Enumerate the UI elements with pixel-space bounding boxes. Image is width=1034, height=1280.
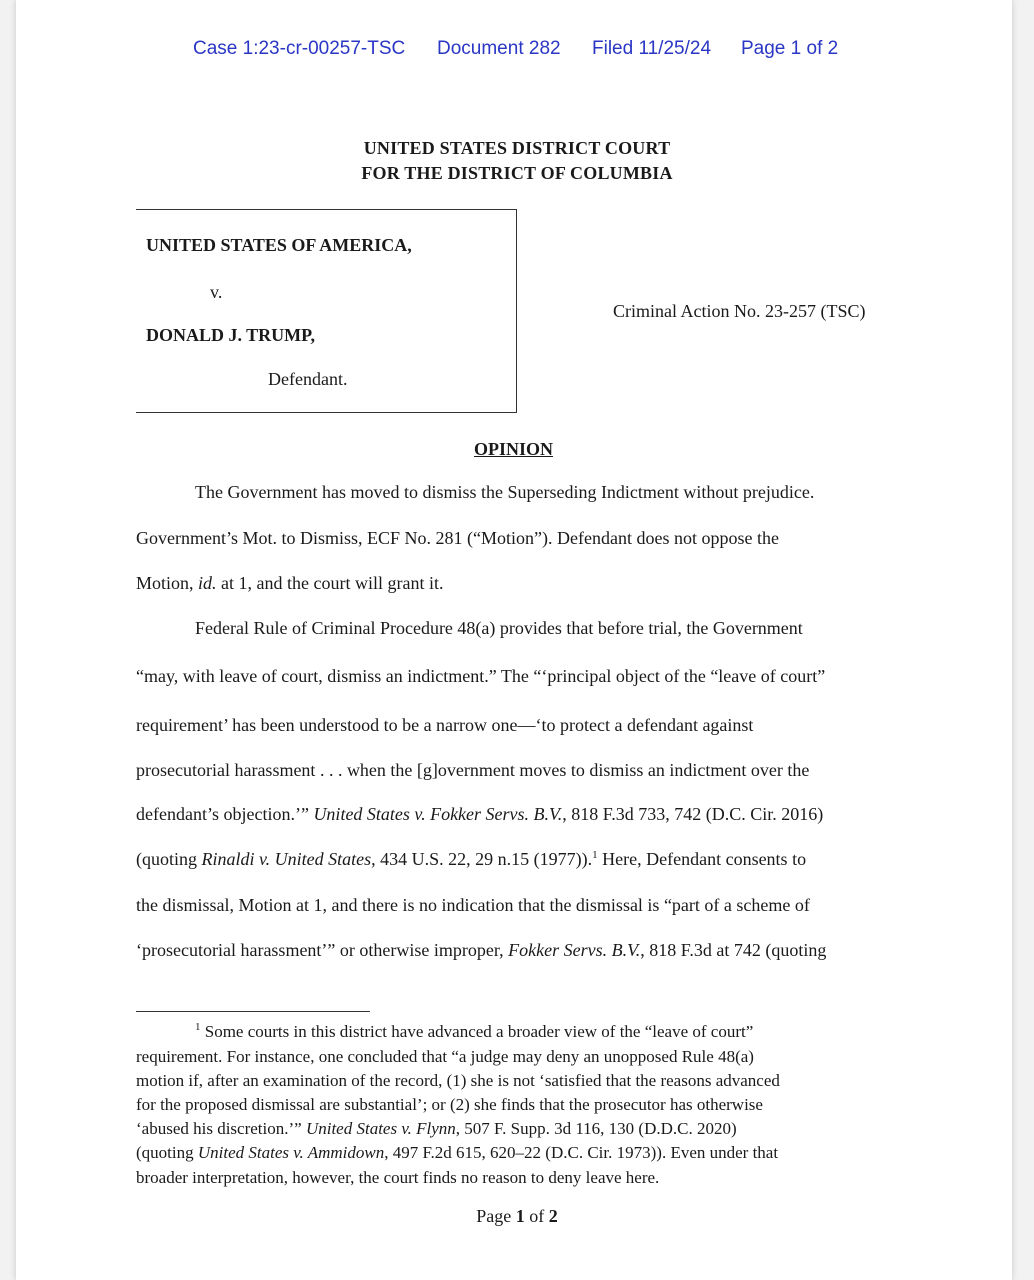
footnote-line [136, 1119, 737, 1139]
body-line [136, 940, 826, 961]
case-citation: United States v. Ammidown [197, 1143, 385, 1162]
footer-page-number: 1 [515, 1206, 525, 1226]
body-text-run: , 818 F.3d at 742 (quoting [640, 940, 827, 960]
body-text-run: Here, Defendant consents to [597, 849, 807, 869]
caption-plaintiff: UNITED STATES OF AMERICA, [146, 235, 412, 255]
caption-defendant: DONALD J. TRUMP, [146, 325, 316, 345]
footnote-line: motion if, after an examination of the record, (1) she is not ‘satisfied that the reasons advanced [136, 1071, 780, 1090]
footnote-line: for the proposed dismissal are substantial’; or (2) she finds that the prosecutor has otherwise [136, 1095, 763, 1114]
footnote-line: broader interpretation, however, the court finds no reason to deny leave here. [136, 1168, 660, 1187]
footnote-reference[interactable]: 1 [592, 849, 598, 861]
body-text-run: , 434 U.S. 22, 29 n.15 (1977)). [371, 849, 593, 869]
footnote-text-run: ‘abused his discretion.’” [136, 1119, 306, 1138]
case-citation: Fokker Servs. B.V. [508, 940, 641, 960]
header-document-number: Document 282 [437, 38, 561, 59]
case-citation: Rinaldi v. United States [201, 849, 372, 869]
body-line [136, 804, 823, 825]
opinion-title: OPINION [474, 439, 554, 459]
court-name-line1: UNITED STATES DISTRICT COURT [363, 138, 671, 158]
footnote-line: requirement. For instance, one concluded that “a judge may deny an unopposed Rule 48(a) [136, 1047, 754, 1066]
body-line: The Government has moved to dismiss the Superseding Indictment without prejudice. [195, 482, 815, 502]
body-text-run: defendant’s objection.’” [136, 804, 314, 824]
body-line: requirement’ has been understood to be a narrow one—‘to protect a defendant against [136, 715, 754, 735]
footnote-line [195, 1022, 753, 1042]
caption-defendant-role: Defendant. [268, 369, 348, 389]
body-line: prosecutorial harassment . . . when the [g]overnment moves to dismiss an indictment over the [136, 760, 810, 780]
body-line: the dismissal, Motion at 1, and there is no indication that the dismissal is “part of a scheme of [136, 895, 810, 915]
footnote-divider [136, 1011, 370, 1012]
footnote-marker: 1 [195, 1021, 201, 1033]
case-citation: United States v. Flynn [305, 1119, 456, 1138]
footer-of-word: of [524, 1206, 549, 1226]
court-name-line2: FOR THE DISTRICT OF COLUMBIA [361, 163, 673, 183]
footer-page-total: 2 [548, 1206, 558, 1226]
body-line: “may, with leave of court, dismiss an indictment.” The “‘principal object of the “leave of court” [136, 666, 826, 686]
header-case-number: Case 1:23-cr-00257-TSC [193, 38, 406, 59]
footnote-line [136, 1143, 778, 1163]
header-filed-date: Filed 11/25/24 [592, 38, 712, 59]
case-citation: United States v. Fokker Servs. B.V. [313, 804, 563, 824]
body-text-run: (quoting [136, 849, 202, 869]
footnote-text-run: , 507 F. Supp. 3d 116, 130 (D.D.C. 2020) [455, 1119, 737, 1138]
body-text-run: ‘prosecutorial harassment’” or otherwise improper, [136, 940, 509, 960]
footnote-text-run: (quoting [136, 1143, 198, 1162]
body-line [136, 573, 443, 594]
footnote-text-run: Some courts in this district have advanced a broader view of the “leave of court” [200, 1022, 754, 1041]
page-footer [0, 1206, 1034, 1227]
body-line: Government’s Mot. to Dismiss, ECF No. 281 (“Motion”). Defendant does not oppose the [136, 528, 779, 548]
body-text-run: Motion, [136, 573, 199, 593]
header-page-count: Page 1 of 2 [741, 38, 839, 59]
caption-versus: v. [210, 282, 223, 302]
criminal-action-number: Criminal Action No. 23-257 (TSC) [613, 301, 866, 321]
body-line: Federal Rule of Criminal Procedure 48(a) provides that before trial, the Government [195, 618, 803, 638]
body-text-run: at 1, and the court will grant it. [216, 573, 444, 593]
body-text-run: , 818 F.3d 733, 742 (D.C. Cir. 2016) [562, 804, 824, 824]
citation-italic: id. [198, 573, 217, 593]
footer-page-word: Page [476, 1206, 516, 1226]
body-line [136, 849, 806, 870]
footnote-text-run: , 497 F.2d 615, 620–22 (D.C. Cir. 1973)). Even under that [384, 1143, 779, 1162]
